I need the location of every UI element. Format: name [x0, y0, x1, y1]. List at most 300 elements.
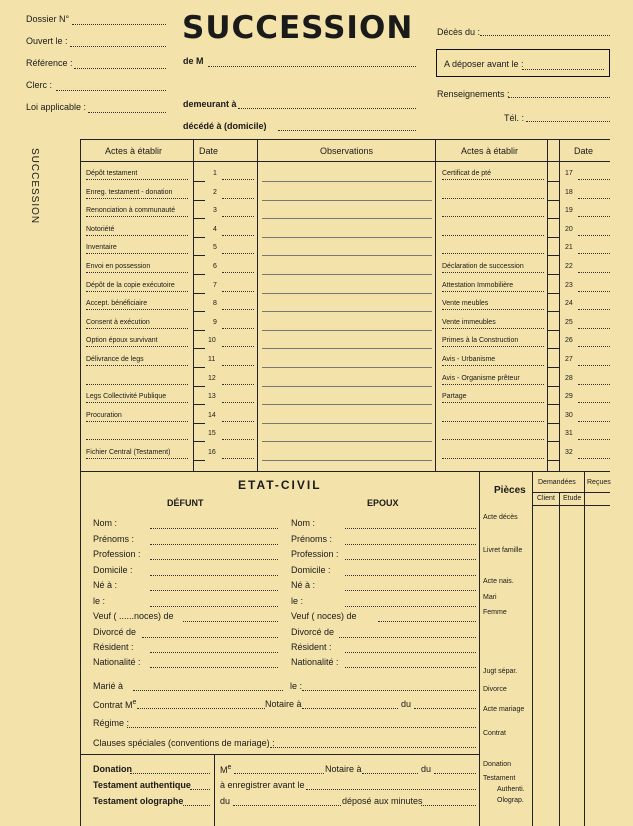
pieces-col-divider [584, 471, 585, 826]
epoux-field[interactable] [345, 652, 476, 653]
epoux-field-label: Domicile : [291, 565, 331, 575]
renseignements-field[interactable] [508, 97, 610, 98]
defunt-field[interactable] [142, 637, 278, 638]
observation-line [262, 274, 432, 275]
acte-number: 1 [213, 170, 217, 177]
defunt-field-label: Résident : [93, 642, 134, 652]
epoux-header: EPOUX [367, 498, 399, 508]
acte2-date-field[interactable] [578, 253, 610, 254]
acte-date-field[interactable] [222, 458, 254, 459]
acte-number: 7 [213, 282, 217, 289]
donation-section-border [80, 754, 480, 755]
acte-field[interactable] [86, 291, 188, 292]
acte-field[interactable] [86, 365, 188, 366]
col-observations-header: Observations [320, 146, 374, 156]
tel-field[interactable] [526, 121, 610, 122]
acte-date-tick [193, 423, 205, 424]
defunt-field-label: Prénoms : [93, 534, 135, 544]
header-left-field[interactable] [56, 90, 166, 91]
defunt-field[interactable] [150, 528, 278, 529]
etat-civil-title: ETAT-CIVIL [238, 478, 322, 492]
acte2-number: 28 [565, 375, 573, 382]
table-header-border [80, 161, 610, 162]
acte2-number: 19 [565, 207, 573, 214]
epoux-field-label: Né à : [291, 580, 316, 590]
col-divider [257, 139, 258, 471]
du-field[interactable] [414, 708, 476, 709]
epoux-field[interactable] [345, 667, 476, 668]
clauses-label: Clauses spéciales (conventions de mariage) : [93, 738, 275, 748]
acte2-date-tick [547, 386, 559, 387]
notaire-a2-label: Notaire à [325, 764, 362, 774]
acte-date-field[interactable] [222, 216, 254, 217]
me-label: Me [220, 764, 232, 775]
acte2-label: Avis - Organisme prêteur [442, 375, 520, 382]
acte2-label: Vente immeubles [442, 319, 496, 326]
epoux-field[interactable] [345, 575, 476, 576]
acte2-date-tick [547, 237, 559, 238]
header-left-label: Clerc : [26, 80, 53, 90]
defunt-header: DÉFUNT [167, 498, 204, 508]
acte-field[interactable] [86, 458, 188, 459]
acte2-number: 18 [565, 189, 573, 196]
acte2-date-tick [547, 293, 559, 294]
acte2-field[interactable] [442, 402, 544, 403]
header-left-field[interactable] [72, 24, 166, 25]
acte-label: Consent à exécution [86, 319, 150, 326]
observation-line [262, 330, 432, 331]
acte-number: 2 [213, 189, 217, 196]
acte2-date-field[interactable] [578, 402, 610, 403]
acte-date-tick [193, 311, 205, 312]
acte2-number: 23 [565, 282, 573, 289]
contrat-label: Contrat Me [93, 699, 137, 710]
acte2-date-field[interactable] [578, 458, 610, 459]
acte2-number: 29 [565, 393, 573, 400]
acte-number: 15 [208, 430, 216, 437]
a-enregistrer-label: à enregistrer avant le [220, 780, 305, 790]
acte-label: Renonciation à communauté [86, 207, 176, 214]
acte-label: Dépôt testament [86, 170, 138, 177]
acte2-date-tick [547, 348, 559, 349]
notaire-a-field[interactable] [302, 708, 398, 709]
marie-a-field[interactable] [133, 690, 283, 691]
epoux-field-label: Résident : [291, 642, 332, 652]
acte-date-tick [193, 460, 205, 461]
acte2-field[interactable] [442, 384, 544, 385]
acte2-number: 21 [565, 244, 573, 251]
acte-date-field[interactable] [222, 235, 254, 236]
header-left-field[interactable] [88, 112, 166, 113]
regime-label: Régime : [93, 718, 130, 728]
acte-field[interactable] [86, 253, 188, 254]
acte-number: 9 [213, 319, 217, 326]
testament-olographe-label: Testament olographe [93, 796, 184, 806]
observation-line [262, 181, 432, 182]
header-left-label: Dossier N° [26, 14, 70, 24]
acte-number: 3 [213, 207, 217, 214]
defunt-field[interactable] [150, 590, 278, 591]
epoux-field-label: Nationalité : [291, 657, 339, 667]
header-left-label: Loi applicable : [26, 102, 87, 112]
acte-label: Procuration [86, 412, 122, 419]
acte2-date-field[interactable] [578, 439, 610, 440]
acte2-date-field[interactable] [578, 235, 610, 236]
contrat-sup: e [132, 699, 137, 706]
acte-label: Inventaire [86, 244, 117, 251]
observation-line [262, 218, 432, 219]
acte-field[interactable] [86, 179, 188, 180]
defunt-field[interactable] [150, 575, 278, 576]
defunt-field[interactable] [150, 544, 278, 545]
notaire-a2-field[interactable] [362, 773, 418, 774]
epoux-field[interactable] [345, 606, 476, 607]
piece-item: Divorce [483, 686, 507, 693]
acte-field[interactable] [86, 346, 188, 347]
piece-item: Femme [483, 609, 507, 616]
renseignements-label: Renseignements : [437, 89, 510, 99]
piece-item: Olograp. [497, 797, 524, 804]
acte-date-field[interactable] [222, 365, 254, 366]
piece-item: Donation [483, 761, 512, 768]
acte2-date-field[interactable] [578, 346, 610, 347]
pieces-col-divider [532, 471, 533, 826]
observation-line [262, 311, 432, 312]
acte-label: Notoriété [86, 226, 115, 233]
acte-date-field[interactable] [222, 402, 254, 403]
observation-line [262, 293, 432, 294]
acte-date-field[interactable] [222, 384, 254, 385]
acte-label: Dépôt de la copie exécutoire [86, 282, 175, 289]
epoux-field[interactable] [345, 544, 476, 545]
deces-du-field[interactable] [480, 35, 610, 36]
acte-number: 4 [213, 226, 217, 233]
vertical-succession-label: SUCCESSION [29, 148, 40, 225]
observation-line [262, 237, 432, 238]
defunt-field-label: Divorcé de [93, 627, 137, 637]
acte2-field[interactable] [442, 272, 544, 273]
acte2-date-field[interactable] [578, 328, 610, 329]
acte-date-tick [193, 293, 205, 294]
acte2-date-tick [547, 404, 559, 405]
acte2-date-field[interactable] [578, 272, 610, 273]
defunt-field-label: Nationalité : [93, 657, 141, 667]
acte2-date-field[interactable] [578, 384, 610, 385]
defunt-field[interactable] [150, 652, 278, 653]
acte-number: 12 [208, 375, 216, 382]
epoux-field-label: le : [291, 596, 304, 606]
acte-label: Legs Collectivité Publique [86, 393, 167, 400]
acte2-field[interactable] [442, 439, 544, 440]
acte2-number: 27 [565, 356, 573, 363]
acte2-date-field[interactable] [578, 198, 610, 199]
acte-number: 8 [213, 300, 217, 307]
a-deposer-field[interactable] [522, 69, 604, 70]
du3-field[interactable] [233, 805, 341, 806]
acte-number: 6 [213, 263, 217, 270]
decede-field[interactable] [278, 130, 416, 131]
defunt-field[interactable] [183, 621, 278, 622]
acte2-date-tick [547, 274, 559, 275]
epoux-field[interactable] [345, 528, 476, 529]
acte-label: Enreg. testament - donation [86, 189, 173, 196]
acte-number: 5 [213, 244, 217, 251]
acte2-field[interactable] [442, 291, 544, 292]
piece-item: Livret famille [483, 547, 523, 554]
acte2-date-field[interactable] [578, 216, 610, 217]
acte2-field[interactable] [442, 216, 544, 217]
acte-date-field[interactable] [222, 439, 254, 440]
epoux-field-label: Profession : [291, 549, 339, 559]
acte-field[interactable] [86, 272, 188, 273]
acte-date-field[interactable] [222, 272, 254, 273]
left-margin-border [80, 139, 81, 826]
du2-label: du [421, 764, 432, 774]
epoux-field-label: Nom : [291, 518, 316, 528]
a-enregistrer-field[interactable] [306, 789, 476, 790]
epoux-field[interactable] [345, 590, 476, 591]
acte2-date-tick [547, 441, 559, 442]
deces-du-label: Décès du : [437, 27, 481, 37]
observation-line [262, 348, 432, 349]
col-divider [193, 139, 194, 471]
acte-field[interactable] [86, 421, 188, 422]
marie-le-label: le : [290, 681, 303, 691]
acte-field[interactable] [86, 328, 188, 329]
du3-label: du [220, 796, 231, 806]
acte2-field[interactable] [442, 421, 544, 422]
acte2-date-field[interactable] [578, 179, 610, 180]
acte-field[interactable] [86, 235, 188, 236]
marie-le-field[interactable] [302, 690, 476, 691]
col-divider [559, 139, 560, 471]
acte-number: 11 [208, 356, 216, 363]
defunt-field-label: Né à : [93, 580, 118, 590]
defunt-field-label: Profession : [93, 549, 141, 559]
acte-field[interactable] [86, 309, 188, 310]
header-left-field[interactable] [70, 46, 166, 47]
pieces-header-divider [532, 492, 610, 493]
acte2-date-tick [547, 460, 559, 461]
acte-date-tick [193, 237, 205, 238]
donation-label: Donation [93, 764, 132, 774]
acte2-field[interactable] [442, 309, 544, 310]
col-date2-header: Date [574, 146, 594, 156]
acte2-date-field[interactable] [578, 421, 610, 422]
acte-field[interactable] [86, 198, 188, 199]
acte2-number: 22 [565, 263, 573, 270]
donation-field[interactable] [130, 773, 210, 774]
epoux-field[interactable] [339, 637, 476, 638]
acte2-label: Partage [442, 393, 467, 400]
defunt-field-label: le : [93, 596, 106, 606]
observation-line [262, 460, 432, 461]
acte-date-field[interactable] [222, 179, 254, 180]
acte2-date-tick [547, 330, 559, 331]
depose-minutes-field[interactable] [421, 805, 476, 806]
col-actes2-header: Actes à établir [461, 146, 519, 156]
acte2-label: Primes à la Construction [442, 337, 519, 344]
acte2-number: 25 [565, 319, 573, 326]
acte-label: Accept. bénéficiaire [86, 300, 148, 307]
defunt-field-label: Veuf ( ......noces) de [93, 611, 174, 621]
clauses-field[interactable] [270, 747, 476, 748]
acte-date-field[interactable] [222, 253, 254, 254]
acte-date-tick [193, 367, 205, 368]
acte2-field[interactable] [442, 346, 544, 347]
contrat-field[interactable] [137, 708, 265, 709]
testament-authentique-label: Testament authentique [93, 780, 191, 790]
acte-date-tick [193, 348, 205, 349]
pieces-col-divider [559, 492, 560, 826]
observation-line [262, 255, 432, 256]
acte2-field[interactable] [442, 365, 544, 366]
defunt-field-label: Domicile : [93, 565, 133, 575]
col-date-header: Date [199, 146, 219, 156]
header-left-label: Référence : [26, 58, 73, 68]
acte2-label: Attestation Immobilière [442, 282, 514, 289]
acte-number: 13 [208, 393, 216, 400]
acte2-label: Déclaration de succession [442, 263, 524, 270]
observation-line [262, 423, 432, 424]
piece-item: Mari [483, 594, 497, 601]
acte-date-field[interactable] [222, 328, 254, 329]
table-top-border [80, 139, 610, 140]
acte2-field[interactable] [442, 198, 544, 199]
acte-date-field[interactable] [222, 421, 254, 422]
col-divider [435, 139, 436, 471]
donation-divider [214, 754, 215, 826]
acte-field[interactable] [86, 216, 188, 217]
col-actes-header: Actes à établir [105, 146, 163, 156]
acte2-number: 30 [565, 412, 573, 419]
demeurant-field[interactable] [238, 108, 416, 109]
acte-date-field[interactable] [222, 198, 254, 199]
acte-date-tick [193, 255, 205, 256]
acte-date-tick [193, 181, 205, 182]
acte2-field[interactable] [442, 179, 544, 180]
testament-authentique-field[interactable] [190, 789, 210, 790]
acte-field[interactable] [86, 439, 188, 440]
acte-date-field[interactable] [222, 291, 254, 292]
acte-label: Fichier Central (Testament) [86, 449, 171, 456]
piece-item: Acte mariage [483, 706, 525, 713]
marie-a-label: Marié à [93, 681, 124, 691]
acte2-number: 26 [565, 337, 573, 344]
acte2-field[interactable] [442, 253, 544, 254]
acte-date-field[interactable] [222, 346, 254, 347]
acte2-date-tick [547, 367, 559, 368]
acte2-date-tick [547, 181, 559, 182]
du2-field[interactable] [434, 773, 476, 774]
acte-number: 16 [208, 449, 216, 456]
pieces-left-border [479, 471, 480, 826]
acte2-field[interactable] [442, 458, 544, 459]
de-m-label: de M [183, 56, 204, 66]
acte2-number: 31 [565, 430, 573, 437]
notaire-a-label: Notaire à [265, 699, 302, 709]
defunt-field[interactable] [150, 606, 278, 607]
acte2-date-tick [547, 218, 559, 219]
acte2-date-tick [547, 255, 559, 256]
pieces-title: Pièces [494, 485, 526, 496]
me-sup: e [227, 764, 232, 771]
epoux-field-label: Veuf ( noces) de [291, 611, 357, 621]
epoux-field-label: Prénoms : [291, 534, 333, 544]
epoux-field[interactable] [378, 621, 476, 622]
piece-item: Authenti. [497, 786, 525, 793]
defunt-field[interactable] [150, 667, 278, 668]
observation-line [262, 367, 432, 368]
acte-label: Option époux survivant [86, 337, 158, 344]
recues-header: Reçues [587, 479, 611, 486]
acte-label: Délivrance de legs [86, 356, 144, 363]
piece-item: Testament [483, 775, 516, 782]
acte2-label: Certificat de pté [442, 170, 492, 177]
acte2-date-field[interactable] [578, 365, 610, 366]
acte2-number: 24 [565, 300, 573, 307]
acte2-label: Avis - Urbanisme [442, 356, 496, 363]
depose-minutes-label: déposé aux minutes [342, 796, 423, 806]
epoux-field-label: Divorcé de [291, 627, 335, 637]
observation-line [262, 404, 432, 405]
acte2-date-tick [547, 311, 559, 312]
acte-date-tick [193, 404, 205, 405]
observation-line [262, 386, 432, 387]
piece-item: Jugt sépar. [483, 668, 518, 675]
acte-number: 14 [208, 412, 216, 419]
acte-date-tick [193, 274, 205, 275]
piece-item: Acte décès [483, 514, 518, 521]
acte-date-field[interactable] [222, 309, 254, 310]
acte-field[interactable] [86, 384, 188, 385]
defunt-field[interactable] [150, 559, 278, 560]
acte2-date-field[interactable] [578, 309, 610, 310]
piece-item: Acte nais. [483, 578, 514, 585]
acte2-field[interactable] [442, 328, 544, 329]
de-m-field[interactable] [208, 66, 416, 67]
acte-date-tick [193, 218, 205, 219]
acte2-label: Vente meubles [442, 300, 489, 307]
acte-date-tick [193, 441, 205, 442]
demandees-header: Demandées [538, 479, 576, 486]
form-title: SUCCESSION [182, 10, 414, 46]
acte2-date-tick [547, 423, 559, 424]
epoux-field[interactable] [345, 559, 476, 560]
a-deposer-label: A déposer avant le : [444, 59, 524, 69]
etat-civil-top-border [80, 471, 610, 472]
regime-field[interactable] [127, 727, 476, 728]
client-header: Client [537, 495, 555, 502]
acte-field[interactable] [86, 402, 188, 403]
acte-date-tick [193, 386, 205, 387]
demeurant-label: demeurant à [183, 99, 237, 109]
observation-line [262, 441, 432, 442]
header-left-field[interactable] [74, 68, 166, 69]
testament-olographe-field[interactable] [183, 805, 210, 806]
acte2-date-tick [547, 200, 559, 201]
me-field[interactable] [234, 773, 324, 774]
acte-date-tick [193, 200, 205, 201]
acte-label: Envoi en possession [86, 263, 151, 270]
acte2-date-field[interactable] [578, 291, 610, 292]
tel-label: Tél. : [504, 113, 525, 123]
pieces-header-divider [532, 505, 610, 506]
acte2-field[interactable] [442, 235, 544, 236]
piece-item: Contrat [483, 730, 506, 737]
col-divider [547, 139, 548, 471]
acte-date-tick [193, 330, 205, 331]
